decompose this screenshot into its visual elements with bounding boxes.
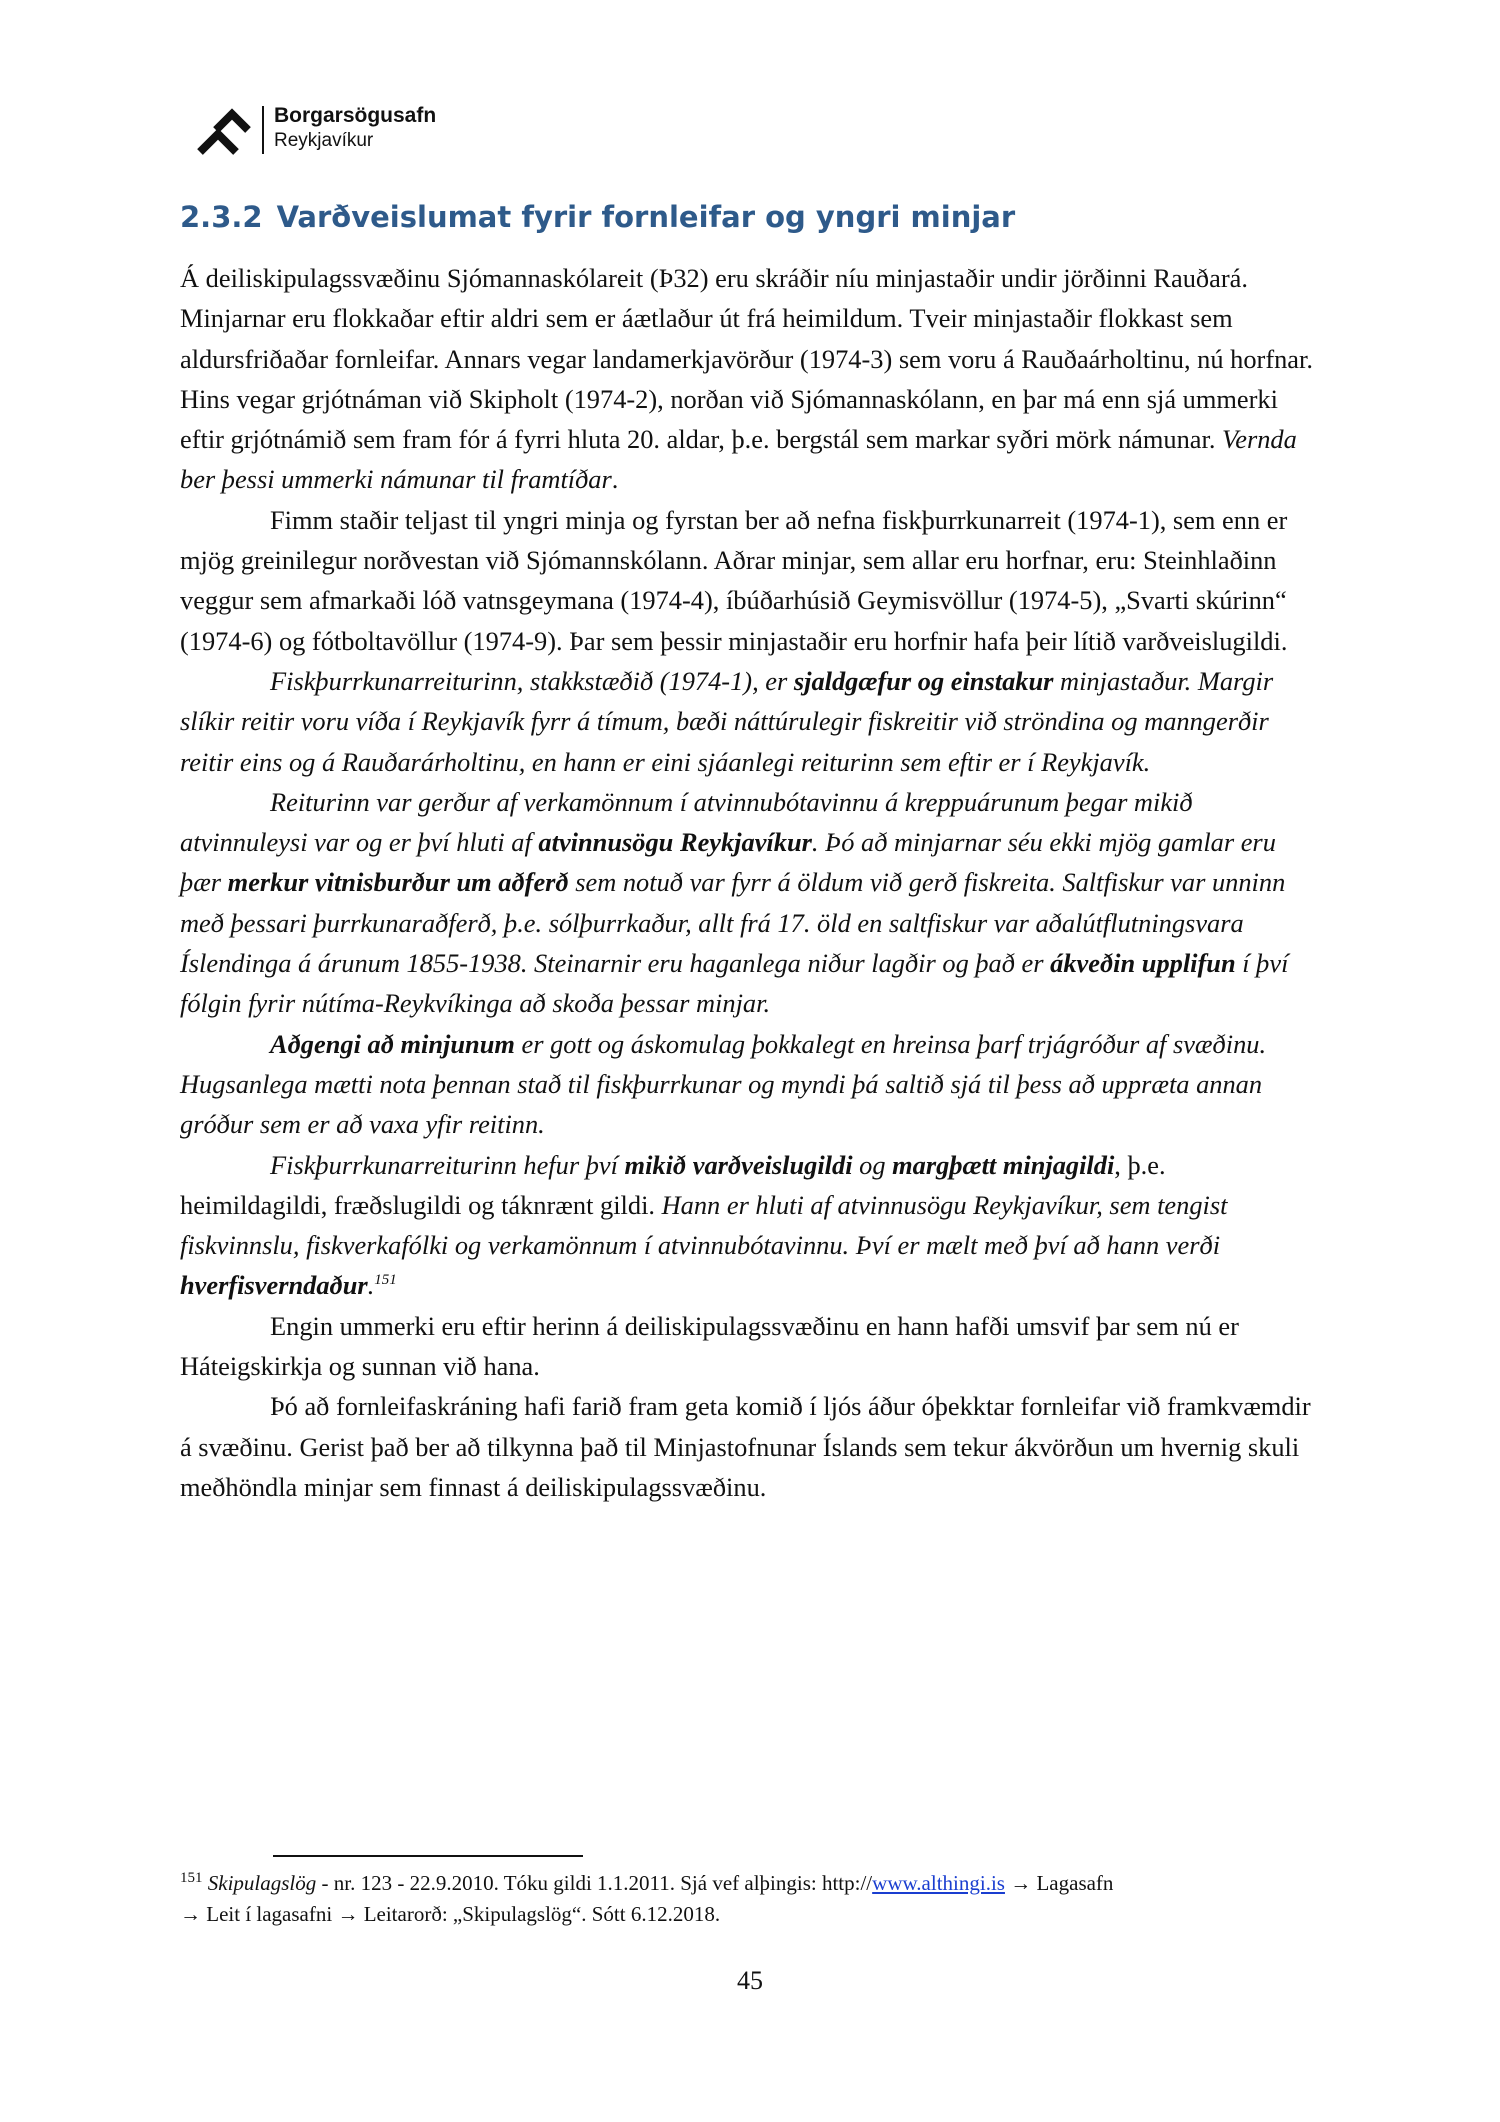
paragraph-text: . Þó að minjarnar séu ekki mjög gamlar eru þær bbox=[180, 827, 1276, 898]
arrow-icon: → bbox=[337, 1902, 359, 1926]
paragraph-8: Þó að fornleifaskráning hafi farið fram geta komið í ljós áður óþekktar fornleifar við framkvæmdir á svæðinu. Gerist það ber að tilkynna það til Minjastofnunar Íslands sem tekur ákvörðun um hvernig skuli meðhöndla minjar sem finnast á deiliskipulagssvæðinu. bbox=[180, 1391, 1311, 1502]
footnote-divider bbox=[273, 1855, 583, 1857]
arrow-icon: → bbox=[180, 1902, 201, 1926]
footnote-text: Leit í lagasafni bbox=[206, 1902, 333, 1926]
bold-emphasis: mikið varðveislugildi bbox=[624, 1149, 853, 1180]
bold-emphasis: atvinnusögu Reykjavíkur bbox=[538, 827, 812, 858]
footnote-text: Leitarorð: „Skipulagslög“. Sótt 6.12.2018. bbox=[363, 1902, 721, 1926]
emphasis-text: . bbox=[367, 1270, 375, 1301]
footnote-text: Lagasafn bbox=[1036, 1871, 1114, 1895]
paragraph-7: Engin ummerki eru eftir herinn á deiliskipulagssvæðinu en hann hafði umsvif þar sem nú er Háteigskirkja og sunnan við hana. bbox=[180, 1310, 1239, 1382]
footnote bbox=[180, 1868, 1330, 1930]
footnote-text: - nr. 123 - 22.9.2010. Tóku gildi 1.1.2011. Sjá vef alþingis: http:// bbox=[316, 1871, 873, 1895]
paragraph-4 bbox=[180, 782, 1318, 1024]
paragraph-text: . bbox=[611, 464, 619, 495]
footnote-title: Skipulagslög bbox=[207, 1871, 317, 1895]
page-number: 45 bbox=[737, 1966, 763, 1995]
section-title: Varðveislumat fyrir fornleifar og yngri minjar bbox=[276, 200, 1016, 234]
arrow-icon: → bbox=[1010, 1871, 1032, 1895]
footnote-ref[interactable]: 151 bbox=[374, 1272, 397, 1289]
bold-emphasis: ákveðin upplifun bbox=[1050, 948, 1236, 979]
althingi-link[interactable]: www.althingi.is bbox=[872, 1871, 1005, 1895]
bold-emphasis: Aðgengi að minjunum bbox=[270, 1028, 515, 1059]
paragraph-text: Reiturinn var gerður af verkamönnum í atvinnubótavinnu á kreppuárunum þegar mikið atvinnuleysi var og er því hluti af bbox=[180, 786, 1193, 858]
paragraph-1 bbox=[180, 258, 1318, 500]
emphasis-text: Vernda ber þessi ummerki námunar til framtíðar bbox=[180, 424, 1297, 495]
section-number: 2.3.2 bbox=[180, 200, 263, 234]
paragraph-3 bbox=[180, 661, 1318, 782]
section-heading bbox=[180, 200, 1015, 234]
paragraph-text: minjastaður. Margir slíkir reitir voru víða í Reykjavík fyrr á tímum, bæði náttúrulegir fiskreitir við ströndina og manngerðir reitir eins og á Rauðarárholtinu, en hann er eini sjáanlegi reiturinn sem eftir er í Reykjavík. bbox=[180, 665, 1274, 777]
bold-emphasis: sjaldgæfur og einstakur bbox=[793, 665, 1054, 696]
emphasis-text: Fiskþurrkunarreiturinn hefur því bbox=[270, 1149, 625, 1180]
logo-divider bbox=[262, 106, 264, 154]
paragraph-2: Fimm staðir teljast til yngri minja og fyrstan ber að nefna fiskþurrkunarreit (1974-1), sem enn er mjög greinilegur norðvestan við Sjómannskólann. Aðrar minjar, sem allar eru horfnar, eru: Steinhlaðinn veggur sem afmarkaði lóð vatnsgeymana (1974-4), íbúðarhúsið Geymisvöllur (1974-5), „Svarti skúrinn“ (1974-6) og fótboltavöllur (1974-9). Þar sem þessir minjastaðir eru horfnir hafa þeir lítið varðveislugildi. bbox=[180, 504, 1288, 656]
paragraph-6 bbox=[180, 1145, 1318, 1306]
document-body bbox=[180, 258, 1318, 1507]
logo-name: Borgarsögusafn bbox=[274, 104, 437, 127]
bold-emphasis: merkur vitnisburður um aðferð bbox=[227, 867, 569, 898]
logo-subtitle: Reykjavíkur bbox=[274, 130, 374, 151]
paragraph-5 bbox=[180, 1024, 1318, 1145]
footnote-number: 151 bbox=[180, 1870, 203, 1886]
emphasis-text: Hann er hluti af atvinnusögu Reykjavíkur, sem tengist fiskvinnslu, fiskverkafólki og verkamönnum í atvinnubótavinnu. Því er mælt með því að hann verði bbox=[180, 1189, 1228, 1261]
paragraph-text: Fiskþurrkunarreiturinn, stakkstæðið (1974-1), er bbox=[270, 665, 794, 696]
paragraph-text: , þ.e. heimildagildi, fræðslugildi og táknrænt gildi. bbox=[180, 1149, 1166, 1220]
emphasis-text: og bbox=[852, 1149, 893, 1180]
paragraph-text: í því fólgin fyrir nútíma-Reykvíkinga að skoða þessar minjar. bbox=[180, 948, 1289, 1019]
bold-emphasis: hverfisverndaður bbox=[180, 1270, 368, 1301]
paragraph-text: er gott og áskomulag þokkalegt en hreinsa þarf trjágróður af svæðinu. Hugsanlega mætti nota þennan stað til fiskþurrkunar og myndi þá saltið sjá til þess að uppræta annan gróður sem er að vaxa yfir reitinn. bbox=[180, 1028, 1267, 1140]
roof-chevron-logo-icon bbox=[196, 106, 252, 156]
bold-emphasis: margþætt minjagildi bbox=[892, 1149, 1115, 1180]
paragraph-text: sem notuð var fyrr á öldum við gerð fiskreita. Saltfiskur var unninn með þessari þurrkunaraðferð, þ.e. sólþurrkaður, allt frá 17. öld en saltfiskur var aðalútflutningsvara Íslendinga á árunum 1855-1938. Steinarnir eru haganlega niður lagðir og það er bbox=[180, 867, 1286, 979]
paragraph-text: Á deiliskipulagssvæðinu Sjómannaskólareit (Þ32) eru skráðir níu minjastaðir undir jörðinni Rauðará. Minjarnar eru flokkaðar eftir aldri sem er áætlaður út frá heimildum. Tveir minjastaðir flokkast sem aldursfriðaðar fornleifar. Annars vegar landamerkjavörður (1974-3) sem voru á Rauðaárholtinu, nú horfnar. Hins vegar grjótnáman við Skipholt (1974-2), norðan við Sjómannaskólann, en þar má enn sjá ummerki eftir grjótnámið sem fram fór á fyrri hluta 20. aldar, þ.e. bergstál sem markar syðri mörk námunar. bbox=[180, 263, 1313, 455]
